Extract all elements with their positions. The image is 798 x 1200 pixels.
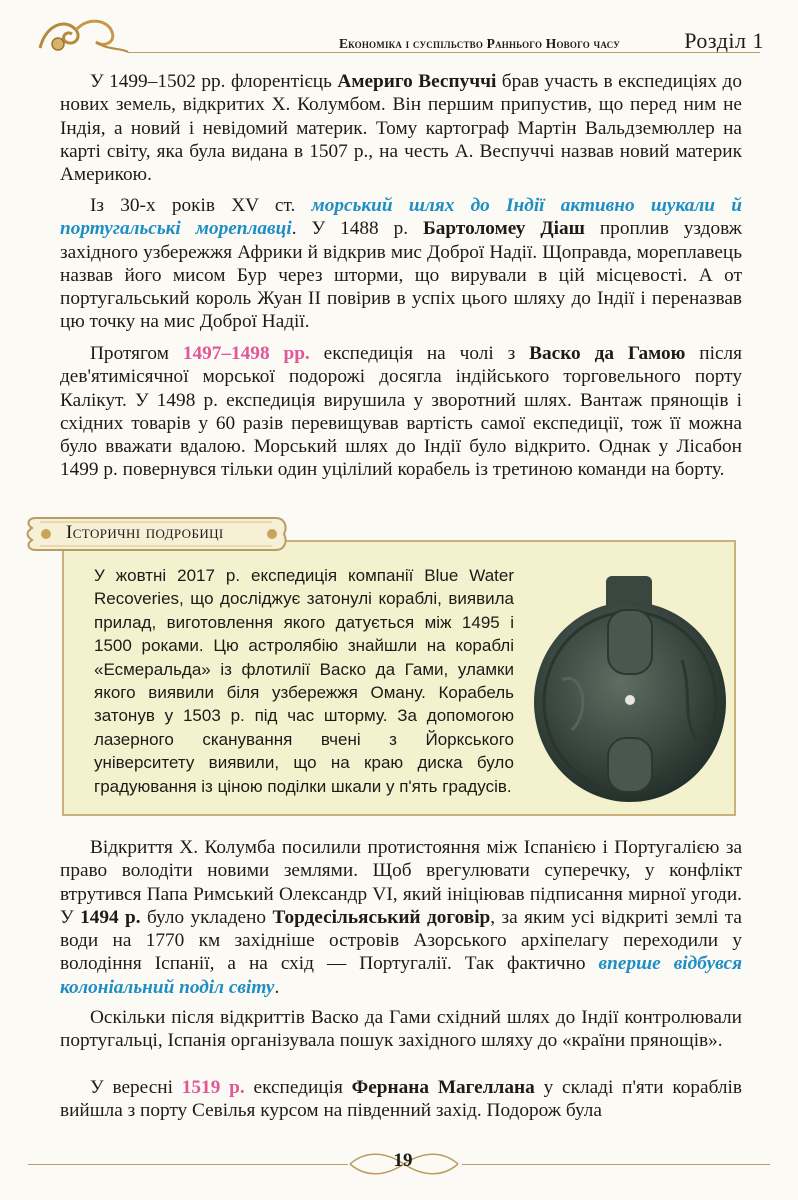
page-number: 19: [393, 1150, 413, 1171]
highlight-sea-route: морський шлях до Індії активно шукали й португальські мореплавці: [60, 195, 742, 240]
header-rule: [128, 52, 760, 53]
text: брав участь в експедиціях до нових земель, відкритих Х. Колумбом. Він першим припустив, що перед ним не Індія, а новий і невідомий материк. Тому картограф Мартін Вальдземюллер на карті світу, яка була видана в 1507 р., на честь А. Веспуччі назвав новий материк Америкою.: [60, 71, 742, 186]
page-header: [28, 14, 770, 62]
text: експедиція на чолі з: [309, 343, 530, 364]
ornament-icon: [36, 14, 132, 58]
paragraph-magellan: [60, 1076, 742, 1123]
text: .: [274, 976, 280, 998]
historical-details-box: [62, 540, 736, 816]
text: . У 1488 р.: [291, 218, 424, 240]
date-1494: 1494 р.: [80, 906, 141, 928]
text: , за яким усі відкриті землі та води на 1770 км західніше островів Азорського архіпелагу переходили у володіння Іспанії, а на схід — Португалії. Так фактично: [60, 906, 742, 975]
footer-rule-right: [462, 1164, 770, 1165]
text: було укладено: [140, 906, 273, 928]
paragraph-tordesillas: [60, 836, 742, 999]
paragraph-da-gama: [60, 342, 742, 482]
text: у складі п'яти кораблів вийшла з порту Севілья курсом на південний захід. Подорож була: [60, 1077, 742, 1122]
text: Протягом: [90, 343, 183, 364]
text: Оскільки після відкриттів Васко да Гами східний шлях до Індії контролювали португальці, Іспанія організувала пошук західного шляху до «країни прянощів».: [60, 1007, 742, 1052]
page-footer: [28, 1144, 770, 1184]
footer-rule-left: [28, 1164, 348, 1165]
text: після дев'ятимісячної морської подорожі досягла індійського торговельного порту Калікут. У 1498 р. експедиція вирушила у зворотний шлях. Вантаж прянощів і східних товарів у 60 разів перевищував вартість самої експедиції, тож її можна було вважати вдалою. Морський шлях до Індії було відкрито. Однак у Лісабон 1499 р. повернувся тільки один уцілілий корабель із третиною команди на борту.: [60, 343, 743, 481]
text: Із 30-х років XV ст.: [90, 195, 312, 216]
historical-details-label: [26, 514, 292, 554]
name-dias: Бартоломеу Діаш: [423, 218, 585, 240]
highlight-colonial-division: вперше відбувся колоніальний поділ світу: [60, 953, 743, 998]
label-text: Історичні подробиці: [66, 522, 224, 543]
running-title: Економіка і суспільство Раннього Нового часу: [338, 36, 620, 51]
paragraph-vespucci: [60, 70, 742, 186]
text: Відкриття Х. Колумба посилили протистояння між Іспанією і Португалією за право володіти новими землями. Щоб врегулювати суперечку, у конфлікт втрутився Папа Римський Олександр VI, який ініціював підписання мирної угоди. У: [60, 837, 742, 928]
date-1519: 1519 р.: [181, 1077, 245, 1098]
paragraph-spain-west: [60, 1006, 742, 1053]
text: У 1499–1502 рр. флорентієць: [90, 71, 338, 92]
paragraph-dias: [60, 194, 742, 334]
treaty-name: Тордесільяський договір: [272, 906, 491, 928]
details-text: У жовтні 2017 р. експедиція компанії Blue Water Recoveries, що досліджує затонулі кораблі, виявила прилад, виготовлення якого датується між 1495 і 1500 роками. Цю астролябію знайшли на кораблі «Есмеральда» із флотилії Васко да Гами, уламки якого виявили біля узбережжя Оману. Корабель затонув у 1503 р. під час шторму. За допомогою лазерного сканування вчені з Йоркського університету виявили, що на краю диска було градуювання із ціною поділки шкали у п'ять градусів.: [94, 566, 514, 796]
astrolabe-photo-icon: [532, 570, 728, 806]
text: проплив уздовж західного узбережжя Африки й відкрив мис Доброї Надії. Щоправда, мореплавець назвав його мисом Бур через шторми, що вирували в цій місцевості. А от португальський король Жуан ІІ повірив в успіх цього шляху до Індії і переназвав цю точку на мис Доброї Надії.: [60, 218, 743, 333]
text: експедиція: [244, 1077, 352, 1098]
name-magellan: Фернана Магеллана: [351, 1077, 535, 1098]
text: У вересні: [90, 1077, 182, 1098]
date-1497: 1497–1498 рр.: [182, 343, 310, 364]
section-label: Розділ 1: [684, 28, 764, 53]
name-vespucci: Америго Веспуччі: [337, 71, 497, 92]
name-da-gama: Васко да Гамою: [529, 343, 686, 364]
